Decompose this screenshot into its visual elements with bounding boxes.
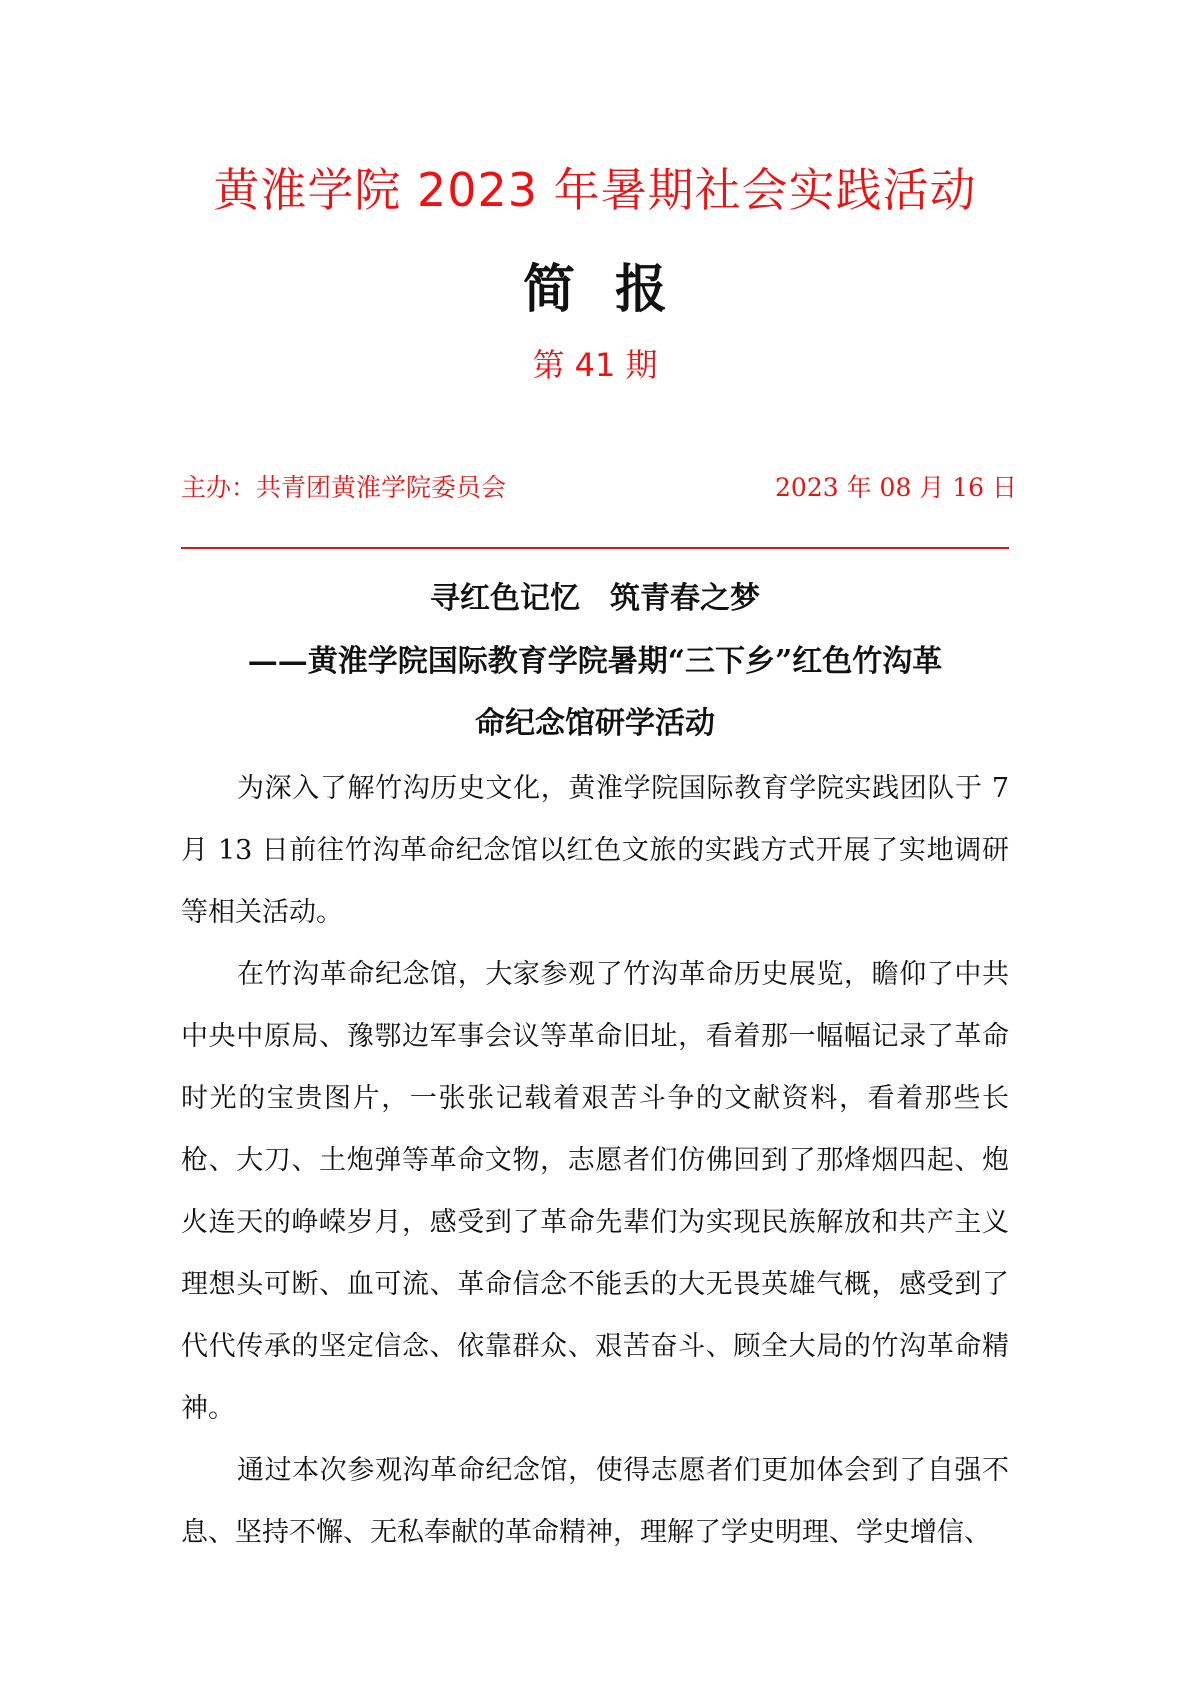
- paragraph-3: 通过本次参观沟革命纪念馆，使得志愿者们更加体会到了自强不息、坚持不懈、无私奉献的革命精神，理解了学史明理、学史增信、: [181, 1455, 1009, 1548]
- article-subtitle-line2: 命纪念馆研学活动: [475, 706, 715, 741]
- publish-date: 2023 年 08 月 16 日: [775, 473, 1017, 502]
- paragraph-2: 在竹沟革命纪念馆，大家参观了竹沟革命历史展览，瞻仰了中共中央中原局、豫鄂边军事会议等革命旧址，看着那一幅幅记录了革命时光的宝贵图片，一张张记载着艰苦斗争的文献资料，看着那些长枪、大刀、土炮弹等革命文物，志愿者们仿佛回到了那烽烟四起、炮火连天的峥嵘岁月，感受到了革命先辈们为实现民族解放和共产主义理想头可断、血可流、革命信念不能丢的大无畏英雄气概，感受到了代代传承的坚定信念、依靠群众、艰苦奋斗、顾全大局的竹沟革命精神。: [181, 959, 1009, 1424]
- article-body: [181, 758, 1009, 1564]
- masthead-subtitle: 简报: [522, 260, 707, 320]
- article-subtitle-line1: ——黄淮学院国际教育学院暑期“三下乡”红色竹沟革: [247, 644, 943, 679]
- article-title: 寻红色记忆 筑青春之梦: [430, 581, 760, 616]
- paragraph-1: 为深入了解竹沟历史文化，黄淮学院国际教育学院实践团队于 7 月 13 日前往竹沟革命纪念馆以红色文旅的实践方式开展了实地调研等相关活动。: [181, 773, 1009, 928]
- header-divider: [181, 547, 1009, 549]
- masthead-title: 黄淮学院 2023 年暑期社会实践活动: [213, 163, 977, 217]
- issue-number: 第 41 期: [532, 346, 658, 384]
- sponsor-line: 主办：共青团黄淮学院委员会: [181, 473, 507, 502]
